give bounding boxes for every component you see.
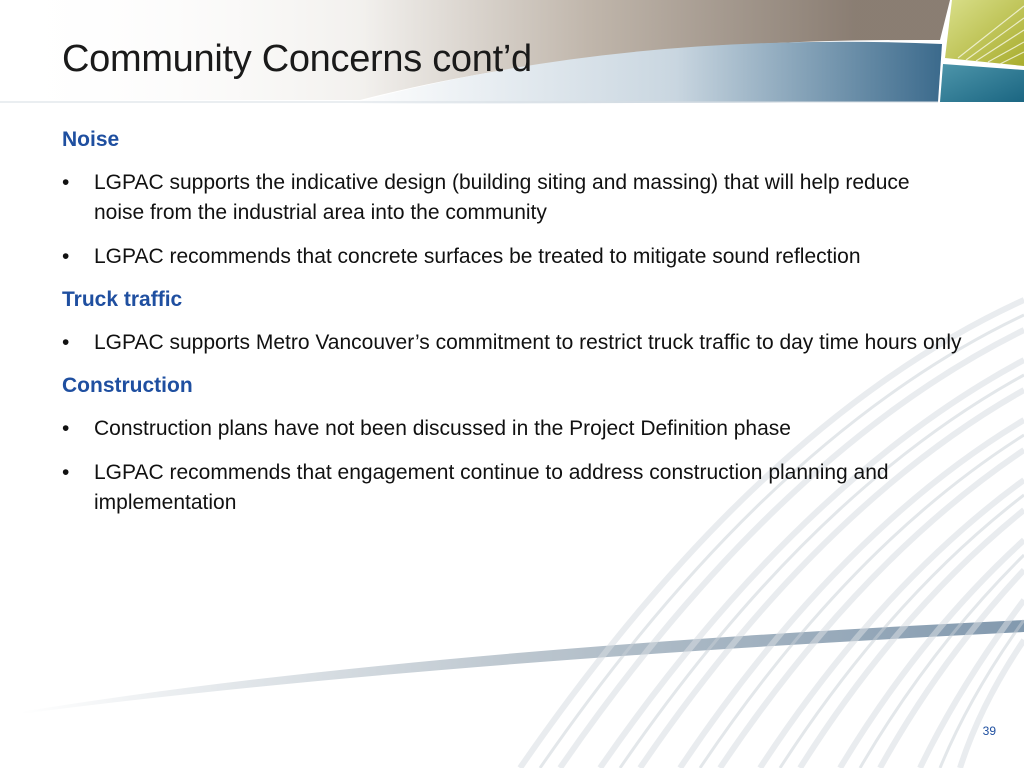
- section-heading: Truck traffic: [62, 288, 183, 311]
- bullet-item: [62, 458, 962, 518]
- bullet-list: [62, 414, 962, 518]
- bullet-text: LGPAC supports Metro Vancouver’s commitment to restrict truck traffic to day time hours only: [94, 331, 962, 354]
- bullet-list: [62, 168, 962, 272]
- bullet-dot: •: [62, 461, 70, 484]
- section-heading: Noise: [62, 128, 120, 151]
- section-construction: [62, 372, 962, 518]
- slide-title: Community Concerns cont’d: [62, 38, 532, 80]
- bullet-dot: •: [62, 417, 70, 440]
- bullet-text: Construction plans have not been discussed in the Project Definition phase: [94, 417, 791, 440]
- bullet-item: [62, 242, 962, 272]
- bullet-dot: •: [62, 245, 70, 268]
- page-number: 39: [982, 724, 996, 738]
- bullet-text: LGPAC recommends that engagement continue to address construction planning and implementation: [94, 461, 889, 514]
- bullet-item: [62, 414, 962, 444]
- bullet-text: LGPAC recommends that concrete surfaces be treated to mitigate sound reflection: [94, 245, 861, 268]
- section-heading: Construction: [62, 374, 193, 397]
- bullet-text: LGPAC supports the indicative design (building siting and massing) that will help reduce noise from the industrial area into the community: [94, 171, 910, 224]
- slide-content: [62, 126, 962, 532]
- bullet-dot: •: [62, 171, 70, 194]
- section-truck-traffic: [62, 286, 962, 358]
- bullet-item: [62, 168, 962, 228]
- bullet-item: [62, 328, 962, 358]
- section-noise: [62, 126, 962, 272]
- bullet-dot: •: [62, 331, 70, 354]
- bullet-list: [62, 328, 962, 358]
